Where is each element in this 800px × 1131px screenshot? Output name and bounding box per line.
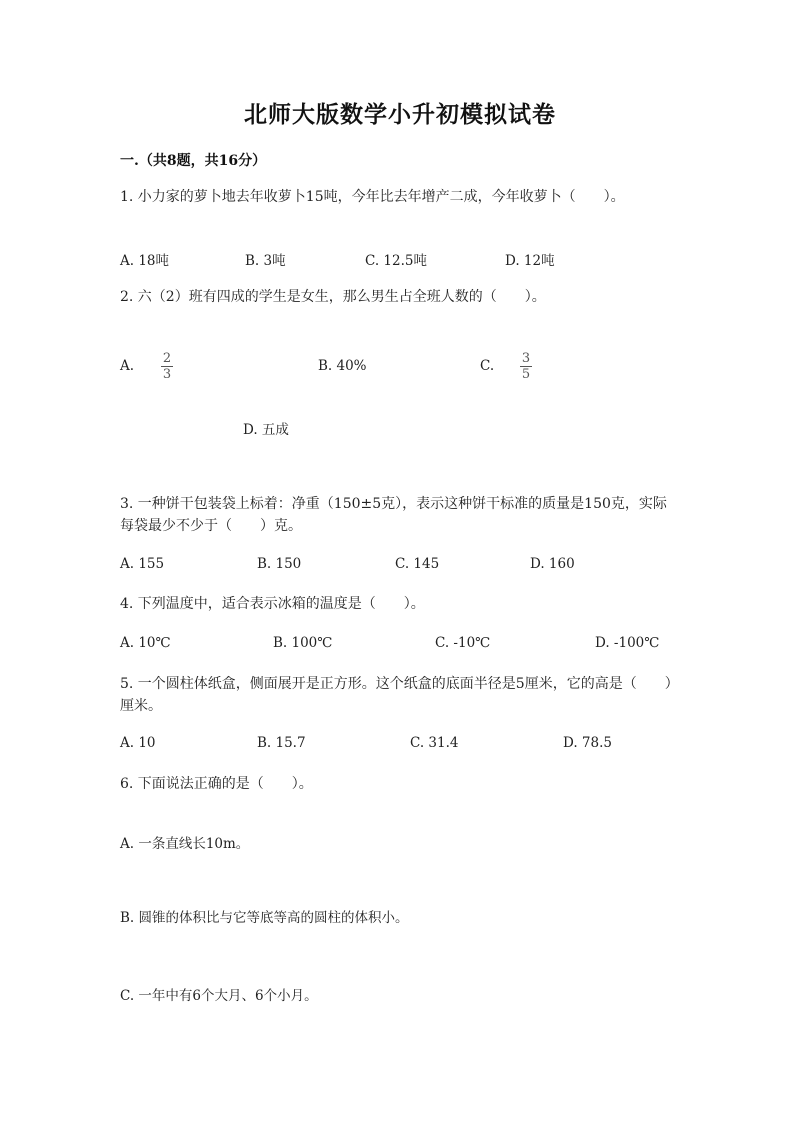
question-1-option-d[interactable]: D. 12吨 (505, 253, 555, 269)
question-4-option-b[interactable]: B. 100℃ (273, 635, 333, 651)
question-2-option-d[interactable]: D. 五成 (243, 422, 289, 438)
fraction-numerator: 3 (521, 351, 531, 366)
question-6-option-c[interactable]: C. 一年中有6个大月、6个小月。 (120, 988, 318, 1004)
question-5-option-b[interactable]: B. 15.7 (257, 735, 306, 751)
fraction-numerator: 2 (162, 351, 172, 366)
question-6-text: 6. 下面说法正确的是（ ）。 (120, 776, 313, 792)
question-4-option-a[interactable]: A. 10℃ (120, 635, 171, 651)
question-2-option-a[interactable]: A. (120, 358, 135, 374)
question-1-option-a[interactable]: A. 18吨 (120, 253, 170, 269)
question-1-option-b[interactable]: B. 3吨 (245, 253, 286, 269)
question-4-option-c[interactable]: C. -10℃ (435, 635, 491, 651)
question-3-option-d[interactable]: D. 160 (530, 556, 575, 572)
question-2-option-a-fraction (160, 351, 174, 382)
question-1-text: 1. 小力家的萝卜地去年收萝卜15吨，今年比去年增产二成，今年收萝卜（ ）。 (120, 189, 625, 205)
question-2-option-b[interactable]: B. 40% (318, 358, 367, 374)
fraction-denominator: 3 (162, 367, 172, 382)
question-2-option-c-fraction (519, 351, 533, 382)
question-4-option-d[interactable]: D. -100℃ (595, 635, 660, 651)
question-5-option-a[interactable]: A. 10 (120, 735, 156, 751)
question-5-text: 5. 一个圆柱体纸盒，侧面展开是正方形。这个纸盒的底面半径是5厘米，它的高是（ ）厘米。 (120, 676, 679, 714)
question-6-option-b[interactable]: B. 圆锥的体积比与它等底等高的圆柱的体积小。 (120, 910, 409, 926)
question-3-option-b[interactable]: B. 150 (257, 556, 302, 572)
question-6-option-a[interactable]: A. 一条直线长10m。 (120, 836, 250, 852)
question-1-option-c[interactable]: C. 12.5吨 (365, 253, 427, 269)
section-heading: 一.（共8题，共16分） (120, 153, 267, 169)
question-2-text: 2. 六（2）班有四成的学生是女生，那么男生占全班人数的（ ）。 (120, 289, 546, 305)
question-3-option-a[interactable]: A. 155 (120, 556, 165, 572)
question-4-text: 4. 下列温度中，适合表示冰箱的温度是（ ）。 (120, 596, 425, 612)
fraction-denominator: 5 (521, 367, 531, 382)
question-5-option-d[interactable]: D. 78.5 (563, 735, 612, 751)
question-5-option-c[interactable]: C. 31.4 (410, 735, 459, 751)
question-3-option-c[interactable]: C. 145 (395, 556, 440, 572)
question-2-option-c[interactable]: C. (480, 358, 495, 374)
question-3-text: 3. 一种饼干包装袋上标着：净重（150±5克），表示这种饼干标准的质量是150克，实际每袋最少不少于（ ）克。 (120, 496, 667, 534)
page-title: 北师大版数学小升初模拟试卷 (244, 101, 556, 128)
